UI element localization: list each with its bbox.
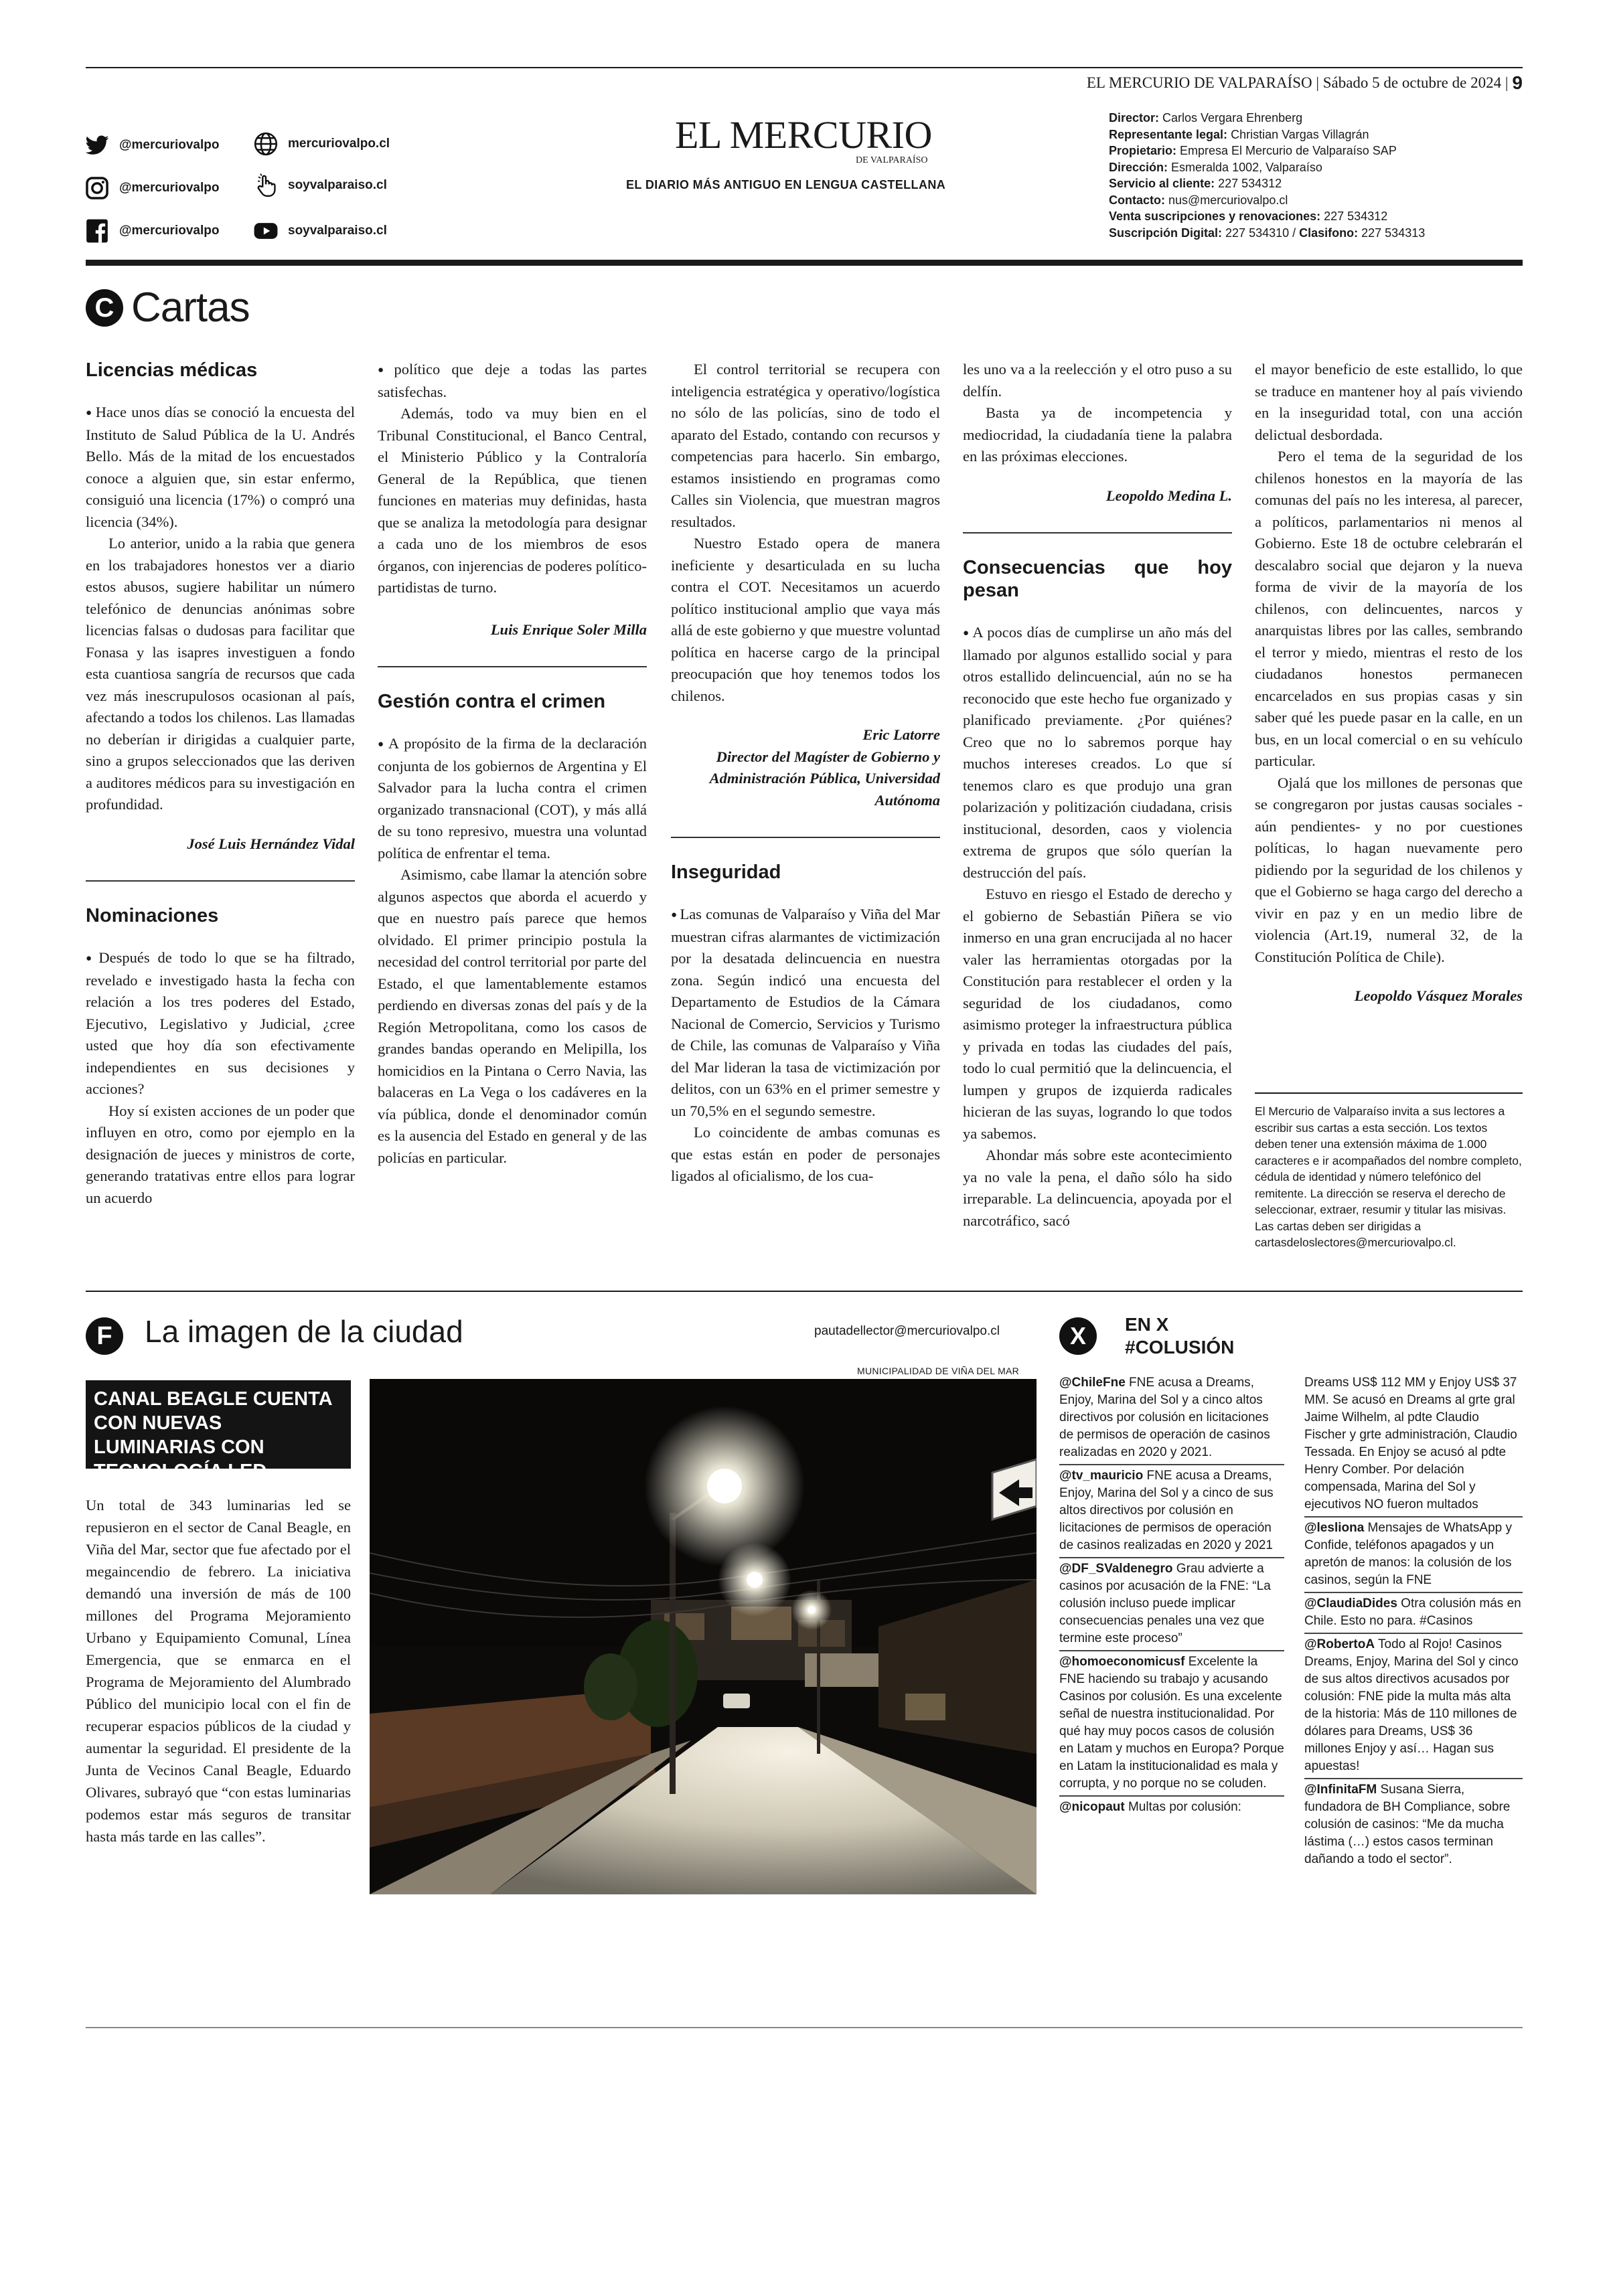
letter-signature: José Luis Hernández Vidal [187,835,355,852]
tweet: @InfinitaFM Susana Sierra, fundadora de BH Compliance, sobre colusión de casinos: “Me da mucha lástima (…) estos casos terminan dañando a todo el sector”. [1304,1783,1511,1866]
tagline: EL DIARIO MÁS ANTIGUO EN LENGUA CASTELLANA [626,178,946,191]
staff-line: Contacto: nus@mercuriovalpo.cl [1109,193,1288,207]
letter-paragraph: ● político que deje a todas las partes satisfechas. [378,359,647,403]
staff-line: Servicio al cliente: 227 534312 [1109,177,1282,190]
social-label: @mercuriovalpo [119,138,220,152]
social-label: mercuriovalpo.cl [288,137,390,151]
letter-heading: Licencias médicas [86,359,258,381]
logo-main: EL MERCURIO [675,113,932,157]
section-title: La imagen de la ciudad [145,1314,463,1349]
letter-signature-title: Director del Magíster de Gobierno y Administración Pública, Universidad Autónoma [709,748,940,809]
letter-paragraph: Asimismo, cabe llamar la atención sobre algunos aspectos que aborda el acuerdo y que en nuestro país parece que hemos olvidado. El primer principio postula la necesidad del control territorial por parte del Estado, el que lamentablemente estamos perdiendo en diversas zonas del país y de la Región Metropolitana, como los casos de grandes bandas operando en Melipilla, los homicidios en la Pintana o Cerro Navia, las balaceras en La Vega o los cadáveres en la vía pública, donde el denominador común es la ausencia del Estado en general y de las policías en particular. [378,866,647,1166]
cartas-col-2 [378,359,647,1169]
letter-paragraph: ● Las comunas de Valparaíso y Viña del Mar muestran cifras alarmantes de victimización por la desatada delincuencia en nuestra zona. Según indicó una encuesta del Departamento de Estudios de la Cámara Nacional de Comercio, Servicios y Turismo de Chile, las comunas de Valparaíso y Viña del Mar lideran la tasa de victimización por delitos, con un 63% en el primer semestre y un 70,5% en el segundo semestre. [671,904,940,1122]
staff-line: Representante legal: Christian Vargas Villagrán [1109,127,1369,141]
letter-paragraph: les uno va a la reelección y el otro puso a su delfín. [963,361,1232,400]
folio [1087,72,1523,94]
letter-heading: Nominaciones [86,905,219,926]
staff-line: Dirección: Esmeralda 1002, Valparaíso [1109,160,1322,174]
letter-paragraph: ● Después de todo lo que se ha filtrado, revelado e investigado hasta la fecha con relación a los tres poderes del Estado, Ejecutivo, Legislativo y Judicial, ¿cree usted que hoy día son efectivamente independientes en sus decisiones y acciones? [86,947,355,1100]
divider [378,666,647,667]
letter-heading: Consecuencias que hoy pesan [963,557,1232,601]
divider [963,532,1232,534]
letter-paragraph: Pero el tema de la seguridad de los chilenos honestos en la mayoría de las comunas del país no les interesa, al parecer, a políticos, parlamentarios ni menos al Gobierno. Este 18 de octubre celebrarán el descalabro social que dejaron y la nueva forma de vivir de la mayoría de los chilenos, con delincuentes, narcos y anarquistas libres por las calles, sembrando el terror y miedo, mientras el resto de los ciudadanos honestos permanecen encarcelados en sus propias casas y sin saber qué les puede pasar en la calle, en un bus, en un local comercial o en su vehículo particular. [1255,448,1523,769]
tweet: @ChileFne FNE acusa a Dreams, Enjoy, Marina del Sol y a cinco altos directivos por colusión en licitaciones de permisos de operación de casinos realizadas en 2020 y 2021. [1059,1372,1284,1465]
reader-email-link[interactable]: pautadellector@mercuriovalpo.cl [814,1324,1000,1338]
logo-sub: DE VALPARAÍSO [856,155,928,165]
hand-pointer-icon [253,173,279,198]
submission-note: El Mercurio de Valparaíso invita a sus lectores a escribir sus cartas a esta sección. Los textos deben tener una extensión máxima de 1.000 caracteres e ir acompañados del nombre completo, cédula de identidad y número telefónico del remitente. La dirección se reserva el derecho de seleccionar, extraer, resumir y titular las misivas. Las cartas deben ser dirigidas a cartasdeloslectores@mercuriovalpo.cl. [1255,1104,1522,1249]
street-night-photo [370,1379,1037,1894]
x-badge: X [1059,1317,1097,1355]
photo-credit: MUNICIPALIDAD DE VIÑA DEL MAR [857,1366,1020,1376]
letter-paragraph: Hoy sí existen acciones de un poder que influyen en otro, como por ejemplo en la designación de jueces y ministros de corte, generando tratativas entre ellos para lograr un acuerdo [86,1102,355,1206]
tweet: @homoeconomicusf Excelente la FNE haciendo su trabajo y acusando Casinos por colusión. Es una excelente señal de nuestra institucionalidad. Por qué hay muy pocos casos de colusión en Latam y muchos en Europa? Porque en Latam la institucionalidad es mala y corrupta, y no porque no se coluden. [1059,1651,1284,1797]
folio-text: EL MERCURIO DE VALPARAÍSO | Sábado 5 de octubre de 2024 | [1086,74,1509,91]
letter-signature: Eric Latorre [862,726,940,743]
letter-paragraph: Basta ya de incompetencia y mediocridad, la ciudadanía tiene la palabra en las próximas elecciones. [963,404,1232,465]
social-label: soyvalparaiso.cl [288,224,387,238]
facebook-icon [84,218,110,244]
globe-icon [253,131,279,157]
tweet: @DF_SValdenegro Grau advierte a casinos por acusación de la FNE: “La colusión incluso puede implicar consecuencias penales una vez que termine este proceso” [1059,1558,1284,1651]
letter-paragraph: Ojalá que los millones de personas que se congregaron por justas causas sociales -aún pendientes- y no por cuestiones políticas, lo hagan nuevamente pero pidiendo por la seguridad de los chilenos y que el Gobierno se haga cargo del derecho a vivir en paz y en un medio libre de violencia (Art.19, numeral 32, de la Constitución Política de Chile). [1255,774,1523,965]
letter-paragraph: el mayor beneficio de este estallido, lo que se traduce en mantener hoy al país viviendo en la inseguridad total, con una acción delictual desbordada. [1255,361,1523,443]
social-label: soyvalparaiso.cl [288,178,387,192]
letter-paragraph: El control territorial se recupera con inteligencia estratégica y operativo/logística no sólo de las policías, sino de todo el aparato del Estado, contando con recursos y competencias para hacerlo. Sin embargo, estamos insistiendo en programas como Calles sin Violencia, que muestran magros resultados. [671,361,940,530]
social-youtube[interactable] [253,218,387,244]
page-number: 9 [1512,72,1523,93]
tweet: @ClaudiaDides Otra colusión más en Chile. Esto no para. #Casinos [1304,1593,1523,1634]
staff-line: Propietario: Empresa El Mercurio de Valparaíso SAP [1109,144,1397,157]
tweet: @nicopaut Multas por colusión: [1059,1800,1241,1814]
enx-title: EN X #COLUSIÓN [1125,1314,1235,1358]
divider [671,837,940,838]
tweet: Dreams US$ 112 MM y Enjoy US$ 37 MM. Se acusó en Dreams al grte gral Jaime Wilhelm, al pdte Claudio Fischer y grte administración, Claudio Tessada. En Enjoy se acusó al pdte Henry Comber. Por delación compensada, Marina del Sol y ejecutivos NO fueron multados [1304,1372,1523,1518]
staff-box [1109,110,1425,241]
letter-signature: Luis Enrique Soler Milla [490,621,647,638]
twitter-icon [84,133,110,158]
tweets-col-2 [1304,1372,1523,1871]
cartas-col-5 [1255,359,1523,1007]
staff-line: Director: Carlos Vergara Ehrenberg [1109,111,1303,125]
cartas-col-3 [671,359,940,1187]
social-soyvalparaiso[interactable] [253,173,387,198]
letter-signature: Leopoldo Vásquez Morales [1354,987,1523,1004]
letter-signature: Leopoldo Medina L. [1105,487,1232,504]
divider [86,880,355,882]
tweets-col-1 [1059,1372,1284,1819]
social-twitter[interactable] [84,133,219,158]
youtube-icon [253,218,279,244]
street-night-image [370,1379,1037,1894]
cartas-col-1 [86,359,355,1209]
letter-paragraph: Lo coincidente de ambas comunas es que estas están en poder de personajes ligados al oficialismo, de los cua- [671,1124,940,1184]
staff-line: Suscripción Digital: 227 534310 / Clasifono: 227 534313 [1109,226,1426,240]
tweet: @lesliona Mensajes de WhatsApp y Confide, teléfonos apagados y un apretón de manos: la colusión de los casinos, según la FNE [1304,1518,1523,1593]
section-title: Cartas [131,284,250,331]
instagram-icon [84,175,110,201]
social-instagram[interactable] [84,175,219,201]
imagen-badge: F [86,1317,123,1355]
staff-line: Venta suscripciones y renovaciones: 227 534312 [1109,210,1388,223]
letter-paragraph: Lo anterior, unido a la rabia que genera en los trabajadores honestos ver a diario estos abusos, sugiere habilitar un número telefónico de denuncias anónimas sobre licencias falsas o dudosas para facilitar que Fonasa y las isapres investiguen a fondo esta cuantiosa sangría de recursos que cada vez más inescrupulosos ocasionan al país, afectando a todos los chilenos. Las llamadas no deberían ir dirigidas a cualquier parte, sino a grupos seleccionados que las deriven a auditores médicos para su investigación en profundidad. [86,535,355,813]
social-label: @mercuriovalpo [119,181,220,195]
social-facebook[interactable] [84,218,219,244]
social-web[interactable] [253,131,390,157]
letter-paragraph: Estuvo en riesgo el Estado de derecho y el gobierno de Sebastián Piñera se vio inmerso en una gran encrucijada al no hacer valer las herramientas otorgadas por la Constitución para restablecer el orden y la seguridad de los ciudadanos, como asimismo proteger la infraestructura pública y privada en todas las ciudades del país, todo lo cual permitió que la delincuencia, el lumpen y grupos de izquierda radicales hicieran de las suyas, logrando lo que todos ya sabemos. [963,886,1232,1142]
letter-paragraph: ● Hace unos días se conoció la encuesta del Instituto de Salud Pública de la U. Andrés Bello. Más de la mitad de los encuestados conoce a alguien que, sin estar enfermo, consiguió una licencia (17%) o compró una licencia (34%). [86,402,355,533]
letter-paragraph: Nuestro Estado opera de manera ineficiente y desarticulada en su lucha contra el COT. Necesitamos un acuerdo político institucional amplio que vaya más allá de este gobierno y que muestre voluntad política en hacerse cargo de la principal preocupación que hoy tenemos todos los chilenos. [671,535,940,704]
cartas-badge: C [86,289,123,327]
letter-heading: Gestión contra el crimen [378,691,606,712]
cartas-col-4 [963,359,1232,1232]
letter-paragraph: ● A propósito de la firma de la declaración conjunta de los gobiernos de Argentina y El Salvador para la lucha contra el crimen organizado transnacional (COT), y más allá de su tono represivo, muestra una voluntad política de enfrentar el tema. [378,733,647,864]
social-label: @mercuriovalpo [119,224,220,238]
letter-heading: Inseguridad [671,862,781,883]
tweet: @tv_mauricio FNE acusa a Dreams, Enjoy, Marina del Sol y a cinco de sus altos directivos por colusión en licitaciones de permisos de operación de casinos realizadas en 2020 y 2021 [1059,1465,1284,1558]
letter-paragraph: ● A pocos días de cumplirse un año más del llamado por algunos estallido social y para otros estallido delincuencial, aún no se ha reconocido que este hecho fue organizado y planificado previamente. ¿Por quiénes? Creo que no lo sabremos porque hay muchos intereses creados. Lo que sí tenemos claro es que produjo una gran polarización y politización ciudadana, crisis institucional, desorden, caos y violencia extrema de grupos que sólo querían la destrucción del país. [963,622,1232,884]
photo-caption: Un total de 343 luminarias led se repusieron en el sector de Canal Beagle, en Viña del Mar, sector que fue afectado por el megaincendio de febrero. La iniciativa demandó una inversión de más de 100 millones del Programa Mejoramiento Urbano y Equipamiento Comunal, Línea Emergencia, que se enmarca en el Programa de Mejoramiento del Alumbrado Público del municipio local con el fin de recuperar espacios públicos de la ciudad y aumentar la seguridad. El presidente de la Junta de Vecinos Canal Beagle, Eduardo Olivares, subrayó que “con estas luminarias podemos estar más seguros de transitar hasta más tarde en las calles”. [86,1497,351,1845]
letter-paragraph: Además, todo va muy bien en el Tribunal Constitucional, el Banco Central, el Ministerio Público y la Contraloría General de la República, que tienen funciones en materias muy definidas, hasta que se analiza la metodología para designar a cada uno de los miembros de esos órganos, con injerencias de poderes político-partidistas de turno. [378,405,647,596]
tweet: @RobertoA Todo al Rojo! Casinos Dreams, Enjoy, Marina del Sol y cinco de sus altos directivos acusados por colusión: FNE pide la multa más alta de la historia: Más de 110 millones de dólares para Dreams, US$ 36 millones Enjoy y así… Hagan sus apuestas! [1304,1634,1523,1779]
letter-paragraph: Ahondar más sobre este acontecimiento ya no vale la pena, el daño sólo ha sido irreparable. La delincuencia, apoyada por el narcotráfico, sacó [963,1147,1232,1229]
photo-headline: CANAL BEAGLE CUENTA CON NUEVAS LUMINARIAS CON TECNOLOGÍA LED [86,1380,351,1469]
